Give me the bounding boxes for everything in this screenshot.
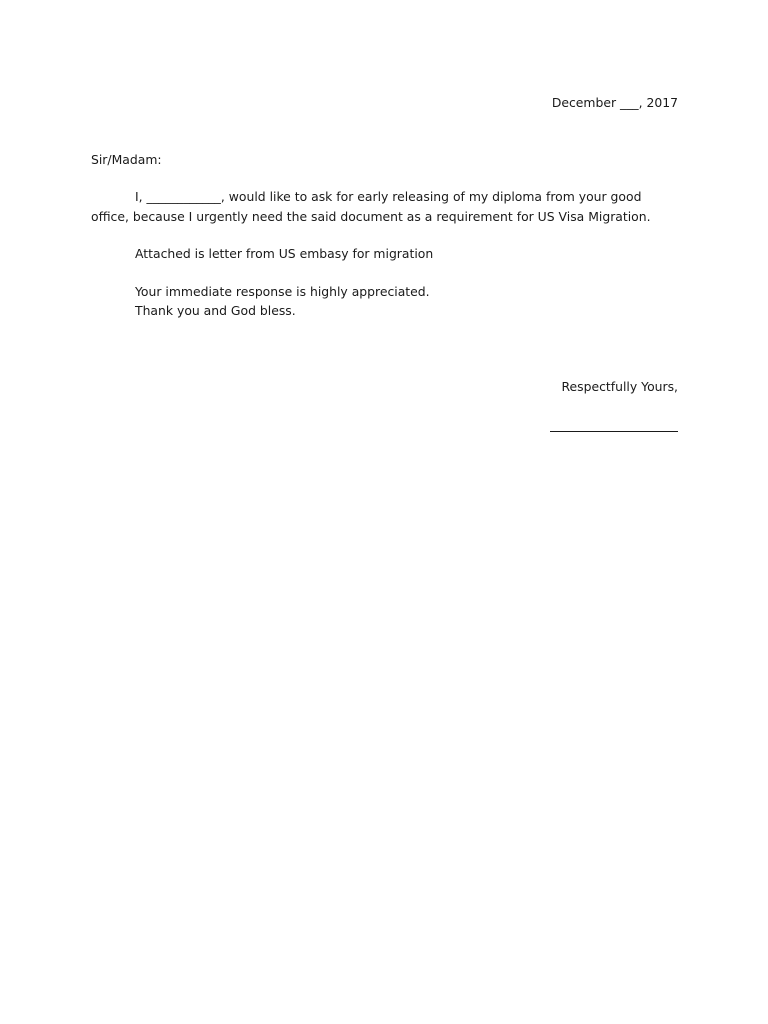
body-paragraph-3-line-2: Thank you and God bless. — [135, 303, 296, 318]
body-paragraph-2: Attached is letter from US embasy for migration — [135, 246, 434, 261]
body-paragraph-1-line-2: office, because I urgently need the said document as a requirement for US Visa Migration. — [91, 209, 651, 224]
salutation: Sir/Madam: — [91, 152, 162, 167]
body-paragraph-1-line-1: I, ____________, would like to ask for early releasing of my diploma from your good — [135, 189, 642, 204]
body-paragraph-3-line-1: Your immediate response is highly appreciated. — [135, 284, 430, 299]
signature-line — [550, 431, 678, 432]
letter-date: December ___, 2017 — [551, 95, 678, 110]
closing: Respectfully Yours, — [561, 379, 678, 394]
